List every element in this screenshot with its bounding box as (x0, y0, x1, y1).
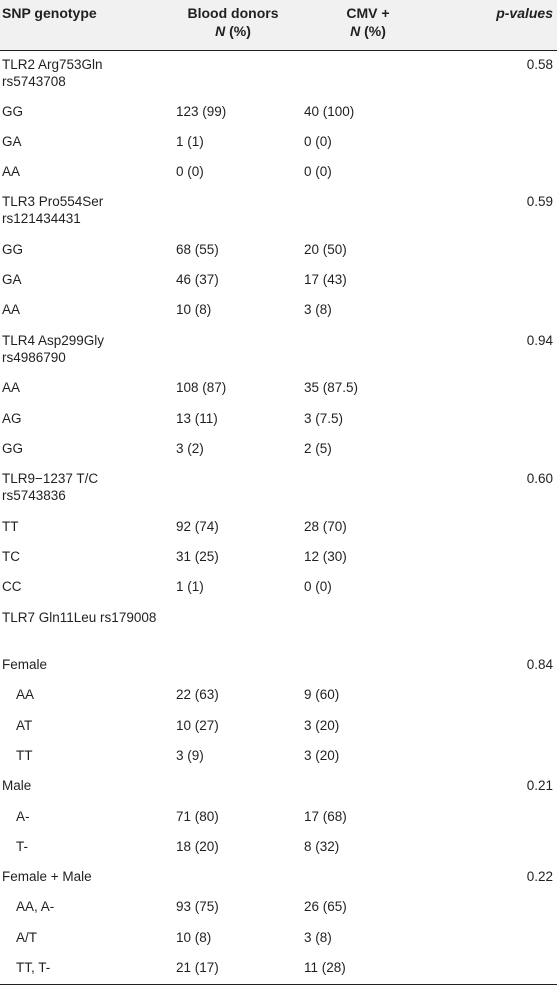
blood-donors-cell (168, 327, 298, 375)
cmv-cell: 3 (20) (304, 747, 340, 763)
blood-donors-cell: 10 (27) (176, 717, 219, 733)
cmv-cell: 3 (8) (304, 929, 332, 945)
header-cmv-label: CMV + (346, 5, 390, 21)
blood-donors-cell (168, 651, 298, 681)
blood-donors-cell: 1 (1) (176, 133, 204, 149)
table-row (0, 742, 557, 772)
blood-donors-cell: 68 (55) (176, 241, 219, 257)
p-value-cell (438, 236, 557, 266)
p-value-cell (438, 158, 557, 188)
p-value-cell: 0.84 (526, 657, 553, 673)
p-value-cell (438, 954, 557, 984)
blood-donors-cell: 92 (74) (176, 518, 219, 534)
p-value-cell: 0.94 (526, 332, 553, 348)
p-value-cell: 0.58 (526, 56, 553, 72)
cmv-cell: 40 (100) (304, 103, 355, 119)
table-row (0, 128, 557, 158)
genotype-cell: CC (2, 579, 22, 595)
cmv-cell: 17 (43) (304, 272, 347, 288)
blood-donors-cell: 93 (75) (176, 899, 219, 915)
cmv-cell: 0 (0) (304, 164, 332, 180)
table-body (0, 50, 557, 984)
table-row (0, 681, 557, 711)
genotype-cell: GG (2, 241, 24, 257)
p-value-cell (438, 893, 557, 923)
blood-donors-cell: 0 (0) (176, 164, 204, 180)
cmv-cell (298, 772, 438, 802)
table-row (0, 772, 557, 802)
p-value-cell: 0.22 (526, 869, 553, 885)
p-value-cell: 0.60 (526, 471, 553, 487)
header-blood-donors-label: Blood donors (187, 5, 279, 21)
cmv-cell: 17 (68) (304, 808, 347, 824)
table-row (0, 712, 557, 742)
blood-donors-cell: 21 (17) (176, 960, 219, 976)
p-value-cell (438, 98, 557, 128)
genotype-cell: GG (2, 103, 24, 119)
blood-donors-cell: 3 (9) (176, 747, 204, 763)
table-row (0, 98, 557, 128)
genotype-cell: GA (2, 272, 22, 288)
blood-donors-cell: 31 (25) (176, 548, 219, 564)
cmv-cell (298, 651, 438, 681)
header-blood-donors (168, 0, 298, 50)
genotype-cell: TLR9−1237 T/C rs5743836 (2, 471, 99, 504)
p-value-cell (438, 435, 557, 465)
p-value-cell (438, 712, 557, 742)
table-row (0, 863, 557, 893)
table-row (0, 50, 557, 98)
p-value-cell (438, 742, 557, 772)
p-value-cell (438, 833, 557, 863)
table-row (0, 833, 557, 863)
header-snp-genotype-label: SNP genotype (2, 5, 97, 21)
table-row (0, 435, 557, 465)
genotype-cell: TLR4 Asp299Gly rs4986790 (2, 332, 105, 365)
table-row (0, 188, 557, 236)
genotype-cell: TC (2, 548, 20, 564)
table-row (0, 405, 557, 435)
blood-donors-cell (168, 465, 298, 513)
table-header (0, 0, 557, 50)
genotype-cell: A- (16, 808, 30, 824)
table-row (0, 651, 557, 681)
table-row (0, 803, 557, 833)
cmv-cell: 8 (32) (304, 838, 340, 854)
table-row (0, 296, 557, 326)
table-row (0, 954, 557, 984)
header-blood-donors-n: N (215, 23, 226, 39)
cmv-cell: 2 (5) (304, 440, 332, 456)
blood-donors-cell (168, 604, 298, 652)
blood-donors-cell: 18 (20) (176, 838, 219, 854)
genotype-cell: AG (2, 410, 22, 426)
table-row (0, 465, 557, 513)
cmv-cell (298, 604, 438, 652)
table-row (0, 543, 557, 573)
genotype-cell: GG (2, 440, 24, 456)
header-snp-genotype (0, 0, 168, 50)
p-value-cell (438, 604, 557, 652)
genotype-cell: AA, A- (16, 899, 55, 915)
table-row (0, 604, 557, 652)
table-row (0, 158, 557, 188)
cmv-cell: 26 (65) (304, 899, 347, 915)
cmv-cell: 35 (87.5) (304, 380, 359, 396)
p-value-cell (438, 374, 557, 404)
table-row (0, 893, 557, 923)
blood-donors-cell: 22 (63) (176, 687, 219, 703)
cmv-cell (298, 327, 438, 375)
blood-donors-cell: 1 (1) (176, 579, 204, 595)
genotype-cell: Male (2, 778, 32, 794)
cmv-cell: 0 (0) (304, 133, 332, 149)
blood-donors-cell: 71 (80) (176, 808, 219, 824)
cmv-cell: 11 (28) (304, 960, 346, 976)
p-value-cell (438, 573, 557, 603)
genotype-cell: TLR7 Gln11Leu rs179008 (2, 609, 157, 625)
table-row (0, 236, 557, 266)
p-value-cell (438, 543, 557, 573)
blood-donors-cell: 10 (8) (176, 302, 212, 318)
header-cmv (298, 0, 438, 50)
genotype-cell: A/T (16, 929, 38, 945)
blood-donors-cell (168, 50, 298, 98)
table-row (0, 266, 557, 296)
blood-donors-cell: 123 (99) (176, 103, 227, 119)
genotype-cell: AA (2, 302, 21, 318)
cmv-cell (298, 863, 438, 893)
genotype-cell: AA (2, 164, 21, 180)
p-value-cell: 0.59 (526, 194, 553, 210)
header-p-values (438, 0, 557, 50)
p-value-cell: 0.21 (526, 778, 553, 794)
header-cmv-pct: (%) (360, 23, 386, 39)
table-row (0, 573, 557, 603)
header-row (0, 0, 557, 50)
cmv-cell: 28 (70) (304, 518, 347, 534)
genotype-cell: GA (2, 133, 22, 149)
p-value-cell (438, 266, 557, 296)
table-row (0, 374, 557, 404)
p-value-cell (438, 803, 557, 833)
blood-donors-cell: 46 (37) (176, 272, 219, 288)
genotype-cell: Female (2, 657, 48, 673)
p-value-cell (438, 296, 557, 326)
genotype-cell: TLR3 Pro554Ser rs121434431 (2, 194, 104, 227)
table-row (0, 513, 557, 543)
genotype-cell: TT, T- (16, 960, 51, 976)
cmv-cell: 9 (60) (304, 687, 340, 703)
cmv-cell: 12 (30) (304, 548, 347, 564)
genotype-cell: AT (16, 717, 33, 733)
genotype-cell: T- (16, 838, 28, 854)
blood-donors-cell: 13 (11) (176, 410, 218, 426)
genotype-cell: AA (2, 380, 21, 396)
cmv-cell: 3 (7.5) (304, 410, 344, 426)
cmv-cell: 3 (20) (304, 717, 340, 733)
table-row (0, 924, 557, 954)
blood-donors-cell: 108 (87) (176, 380, 227, 396)
cmv-cell: 0 (0) (304, 579, 332, 595)
p-value-cell (438, 128, 557, 158)
genotype-cell: Female + Male (2, 869, 92, 885)
table-row (0, 327, 557, 375)
cmv-cell (298, 50, 438, 98)
p-value-cell (438, 513, 557, 543)
header-cmv-n: N (350, 23, 361, 39)
genotype-cell: TT (16, 747, 33, 763)
genotype-cell: AA (16, 687, 35, 703)
p-value-cell (438, 405, 557, 435)
blood-donors-cell (168, 863, 298, 893)
blood-donors-cell: 10 (8) (176, 929, 212, 945)
genotype-cell: TT (2, 518, 19, 534)
genotype-cell: TLR2 Arg753Gln rs5743708 (2, 56, 103, 89)
cmv-cell (298, 465, 438, 513)
blood-donors-cell: 3 (2) (176, 440, 204, 456)
cmv-cell (298, 188, 438, 236)
cmv-cell: 3 (8) (304, 302, 332, 318)
header-blood-donors-pct: (%) (225, 23, 251, 39)
blood-donors-cell (168, 772, 298, 802)
p-value-cell (438, 924, 557, 954)
cmv-cell: 20 (50) (304, 241, 347, 257)
p-value-cell (438, 681, 557, 711)
header-p-values-label: p-values (496, 5, 553, 21)
blood-donors-cell (168, 188, 298, 236)
